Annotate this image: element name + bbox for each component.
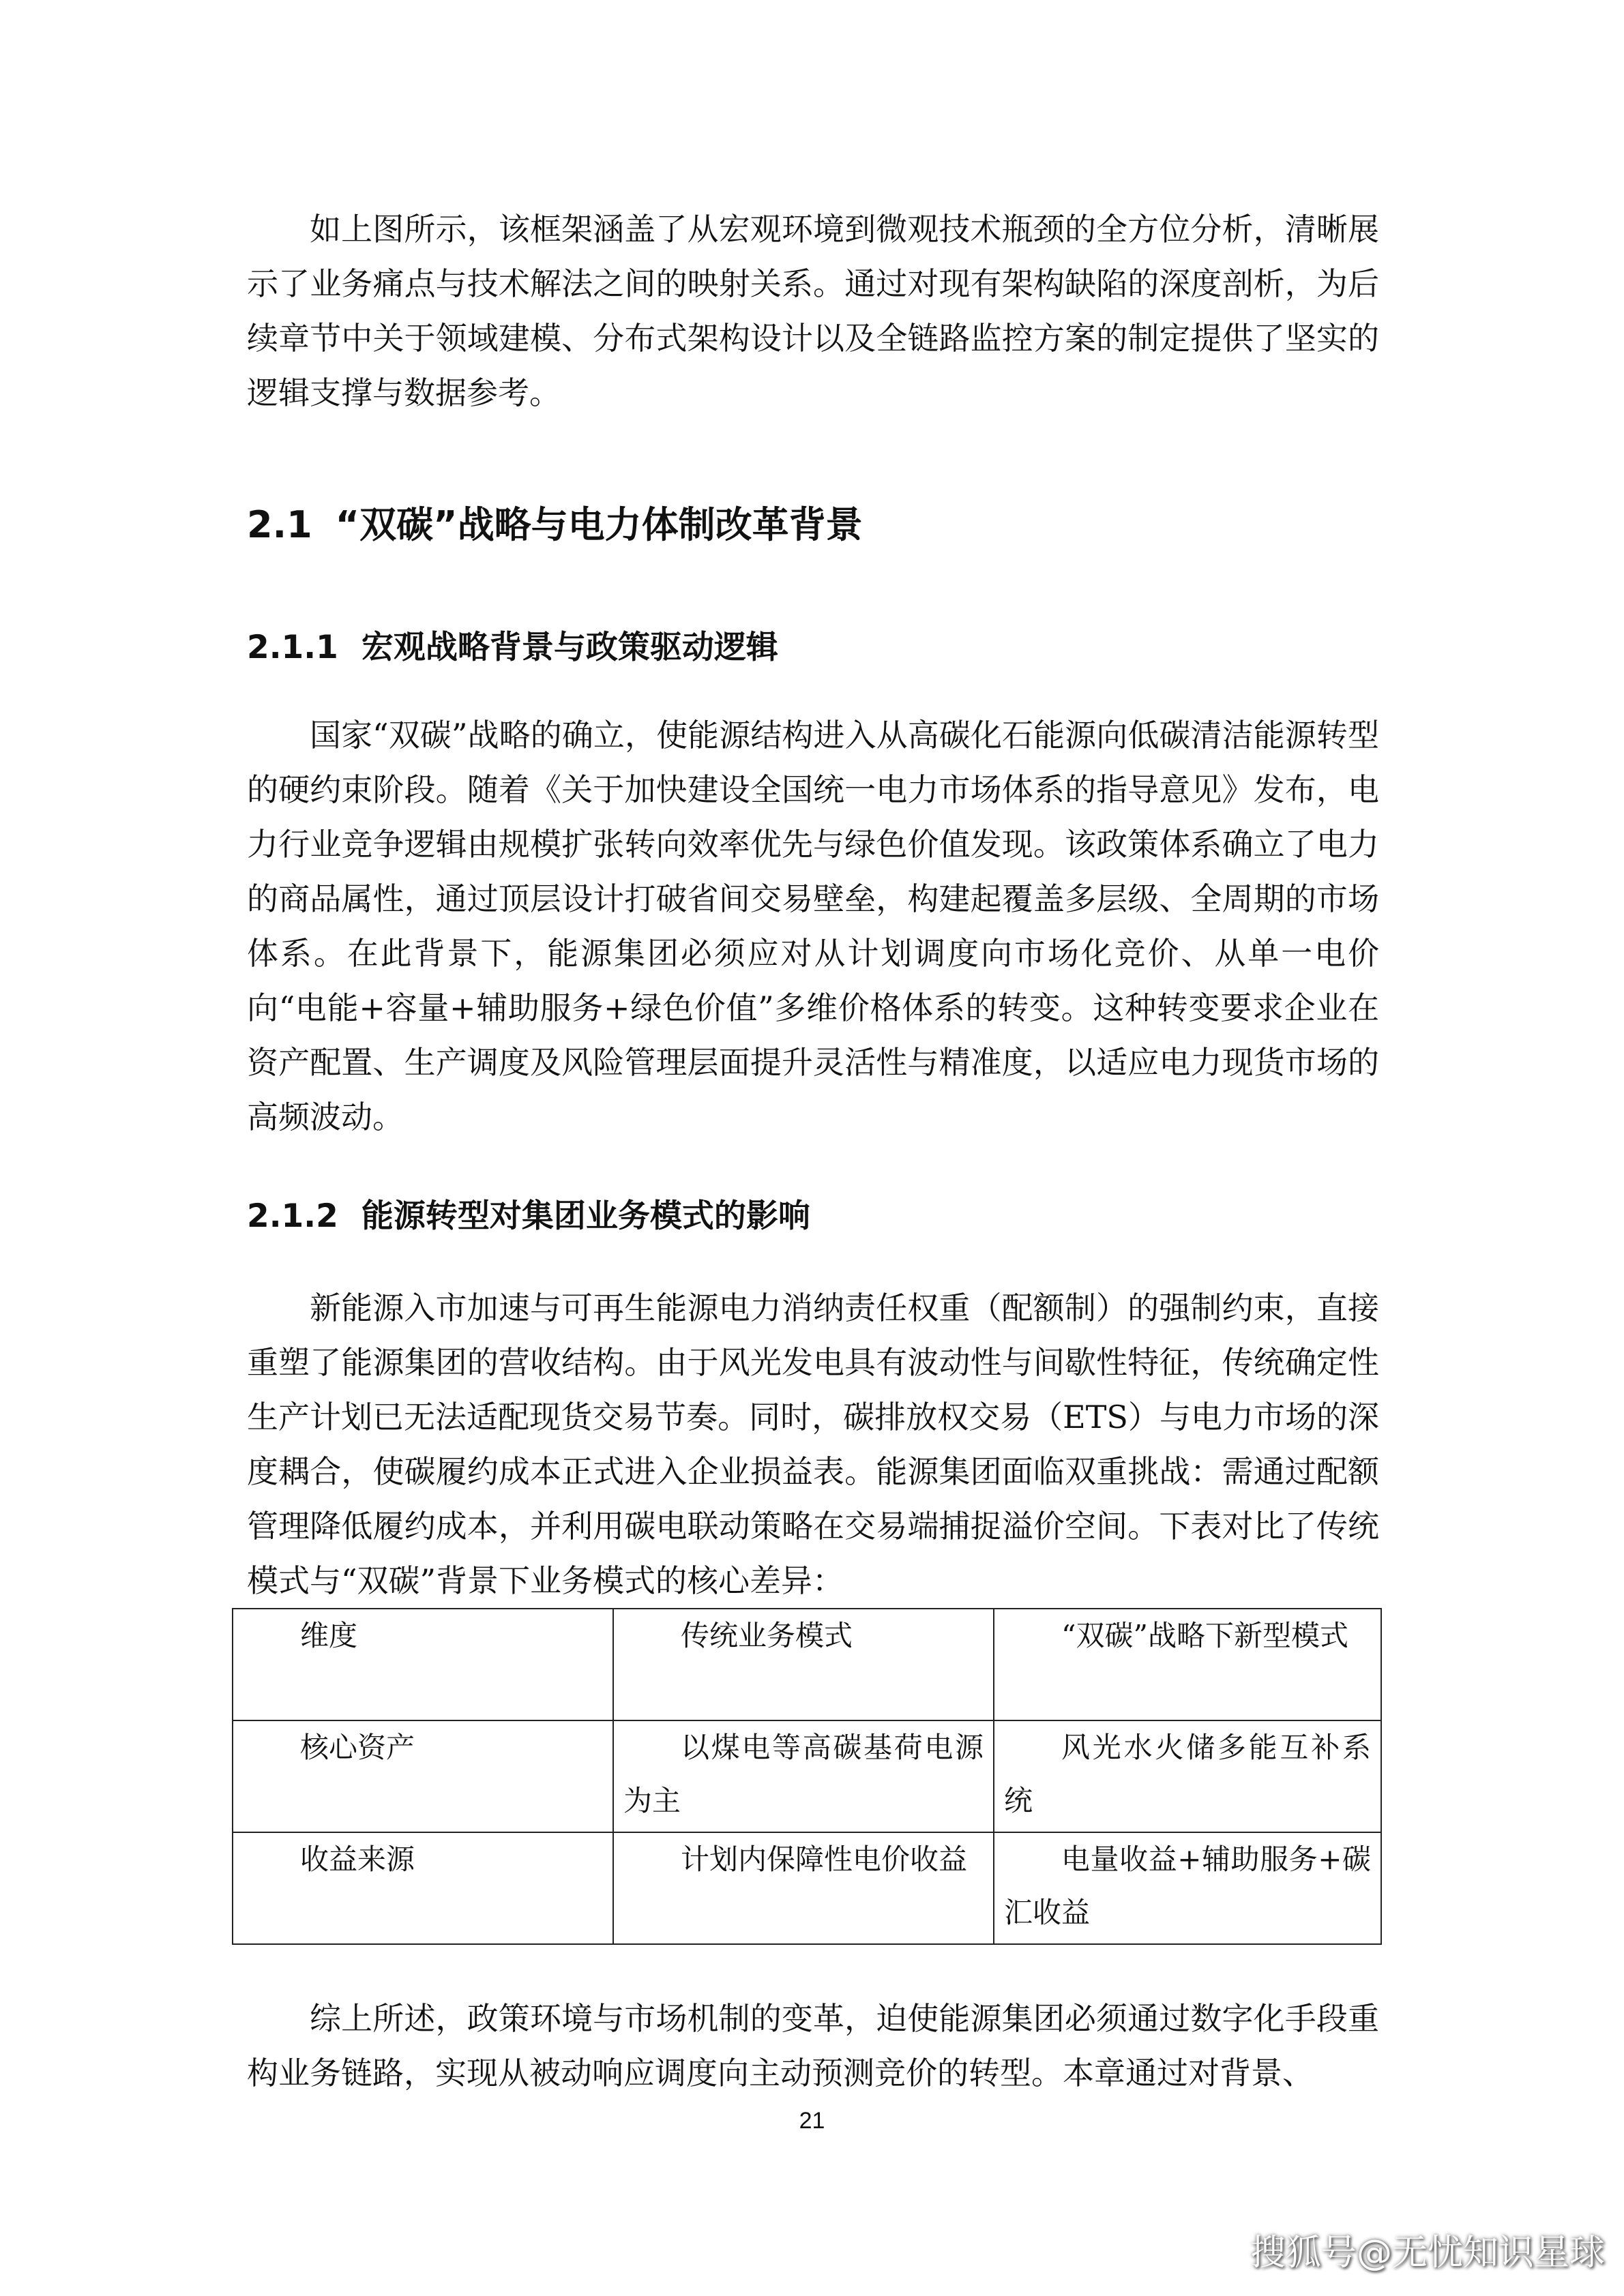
section-heading-2-1: [247, 501, 863, 549]
comparison-table: [232, 1608, 1382, 1945]
table-header-cell: 维度: [233, 1609, 613, 1720]
table-header-cell: “双碳”战略下新型模式: [994, 1609, 1381, 1720]
watermark: 搜狐号@无忧知识星球: [1250, 2233, 1605, 2273]
section-title: 宏观战略背景与政策驱动逻辑: [361, 629, 778, 666]
section-number: 2.1.1: [247, 629, 338, 666]
section-heading-2-1-1: [247, 626, 778, 670]
table-header-cell: 传统业务模式: [613, 1609, 994, 1720]
section-title: 能源转型对集团业务模式的影响: [361, 1197, 810, 1235]
page-number: 21: [799, 2108, 825, 2134]
table-cell: 核心资产: [233, 1720, 613, 1832]
table-cell: 电量收益+辅助服务+碳汇收益: [994, 1832, 1381, 1944]
section-title: “双碳”战略与电力体制改革背景: [335, 503, 863, 546]
section-number: 2.1: [247, 503, 312, 546]
conclusion-paragraph: 综上所述，政策环境与市场机制的变革，迫使能源集团必须通过数字化手段重构业务链路，实现从被动响应调度向主动预测竞价的转型。本章通过对背景、: [247, 2000, 1379, 2091]
table-header-row: [233, 1609, 1381, 1720]
table-row: [233, 1720, 1381, 1832]
table-cell: 计划内保障性电价收益: [613, 1832, 994, 1944]
table-cell: 以煤电等高碳基荷电源为主: [613, 1720, 994, 1832]
table-row: [233, 1832, 1381, 1944]
table-cell: 收益来源: [233, 1832, 613, 1944]
paragraph-2-1-1: 国家“双碳”战略的确立，使能源结构进入从高碳化石能源向低碳清洁能源转型的硬约束阶段。随着《关于加快建设全国统一电力市场体系的指导意见》发布，电力行业竞争逻辑由规模扩张转向效率优先与绿色价值发现。该政策体系确立了电力的商品属性，通过顶层设计打破省间交易壁垒，构建起覆盖多层级、全周期的市场体系。在此背景下，能源集团必须应对从计划调度向市场化竞价、从单一电价向“电能+容量+辅助服务+绿色价值”多维价格体系的转变。这种转变要求企业在资产配置、生产调度及风险管理层面提升灵活性与精准度，以适应电力现货市场的高频波动。: [247, 717, 1379, 1135]
table-cell: 风光水火储多能互补系统: [994, 1720, 1381, 1832]
intro-paragraph: 如上图所示，该框架涵盖了从宏观环境到微观技术瓶颈的全方位分析，清晰展示了业务痛点与技术解法之间的映射关系。通过对现有架构缺陷的深度剖析，为后续章节中关于领域建模、分布式架构设计以及全链路监控方案的制定提供了坚实的逻辑支撑与数据参考。: [247, 211, 1379, 411]
section-heading-2-1-2: [247, 1195, 810, 1238]
section-number: 2.1.2: [247, 1197, 338, 1235]
paragraph-2-1-2: 新能源入市加速与可再生能源电力消纳责任权重（配额制）的强制约束，直接重塑了能源集团的营收结构。由于风光发电具有波动性与间歇性特征，传统确定性生产计划已无法适配现货交易节奏。同时，碳排放权交易（ETS）与电力市场的深度耦合，使碳履约成本正式进入企业损益表。能源集团面临双重挑战：需通过配额管理降低履约成本，并利用碳电联动策略在交易端捕捉溢价空间。下表对比了传统模式与“双碳”背景下业务模式的核心差异：: [247, 1289, 1379, 1599]
